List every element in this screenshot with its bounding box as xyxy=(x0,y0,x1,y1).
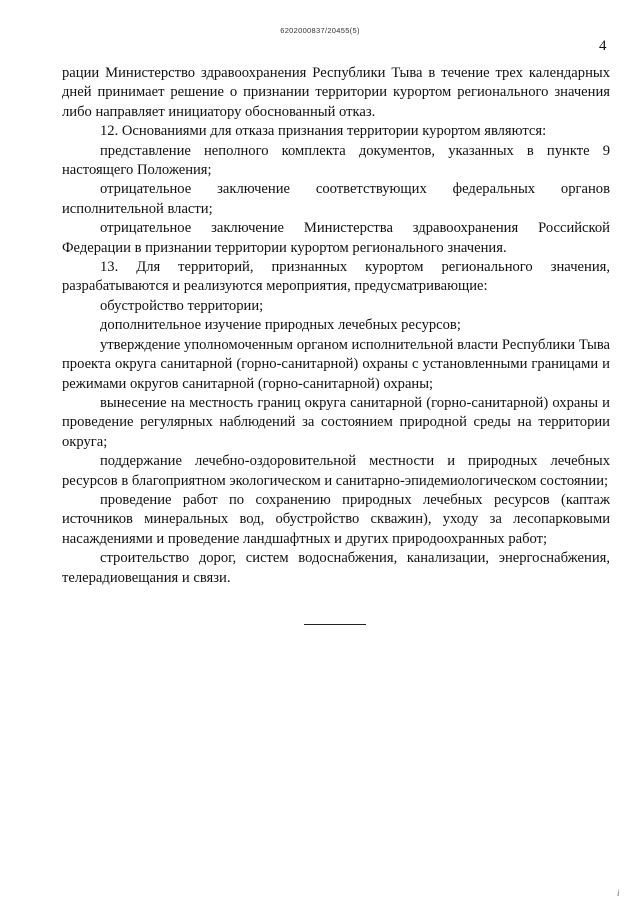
paragraph-refusal-ground-2: отрицательное заключение соответствующих федеральных органов исполнительной власти; xyxy=(62,181,610,217)
paragraph-measure-2: дополнительное изучение природных лечебных ресурсов; xyxy=(100,317,461,334)
paragraph-clause-13: 13. Для территорий, признанных курортом регионального значения, разрабатываются и реализуются мероприятия, предусматривающие: xyxy=(62,259,610,295)
page-number: 4 xyxy=(599,38,607,54)
paragraph-measure-3: утверждение уполномоченным органом исполнительной власти Республики Тыва проекта округа санитарной (горно-санитарной) охраны с установленными границами и режимами округов санитарной (горно-санитарной) охраны; xyxy=(62,336,610,392)
paragraph-measure-7: строительство дорог, систем водоснабжения, канализации, энергоснабжения, телерадиовещания и связи. xyxy=(62,550,610,586)
end-divider xyxy=(304,624,366,625)
paragraph-measure-5: поддержание лечебно-оздоровительной местности и природных лечебных ресурсов в благоприятном экологическом и санитарно-эпидемиологическом состоянии; xyxy=(62,453,610,489)
document-number: 6202000837/20455(5) xyxy=(280,26,360,35)
paragraph-measure-6: проведение работ по сохранению природных лечебных ресурсов (каптаж источников минеральных вод, обустройство скважин), уходу за лесопарковыми насаждениями и проведение ландшафтных и других природоохранных работ; xyxy=(62,491,610,547)
paragraph-continuation: рации Министерство здравоохранения Республики Тыва в течение трех календарных дней принимает решение о признании территории курортом регионального значения либо направляет инициатору обоснованный отказ. xyxy=(62,65,610,120)
corner-mark: i xyxy=(617,888,620,898)
paragraph-refusal-ground-3: отрицательное заключение Министерства здравоохранения Российской Федерации в признании территории курортом регионального значения. xyxy=(62,220,610,256)
paragraph-refusal-ground-1: представление неполного комплекта документов, указанных в пункте 9 настоящего Положения; xyxy=(62,142,610,179)
paragraph-measure-1: обустройство территории; xyxy=(100,297,264,314)
document-body xyxy=(62,64,610,588)
paragraph-clause-12: 12. Основаниями для отказа признания территории курортом являются: xyxy=(100,123,547,140)
paragraph-measure-4: вынесение на местность границ округа санитарной (горно-санитарной) охраны и проведение регулярных наблюдений за состоянием природной среды на территории округа; xyxy=(62,394,610,450)
